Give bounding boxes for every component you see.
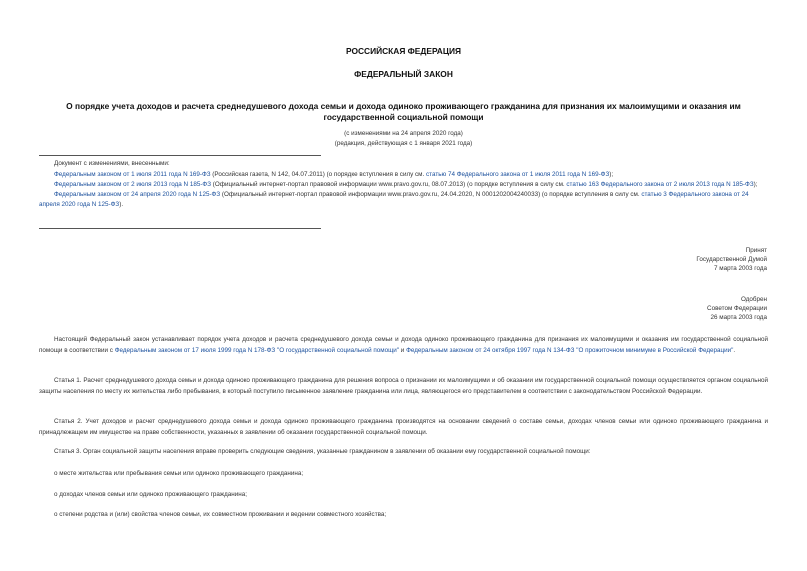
article-3-paragraph: Статья 3. Орган социальной защиты населения вправе проверить следующие сведения, указанные гражданином в заявлении об оказании ему государственной социальной помощи:	[54, 448, 591, 455]
change-tail: );	[753, 181, 758, 188]
change-item	[39, 190, 769, 210]
article-2-paragraph: Статья 2. Учет доходов и расчет среднедушевого дохода семьи и дохода одиноко проживающего гражданина производятся на основании сведений о составе семьи, доходах членов семьи или одиноко проживающего гражданина и принадлежащем им имуществе на праве собственности, указанных в заявлении об оказании государственной социальной помощи.	[39, 418, 768, 436]
preamble-and: и	[399, 346, 407, 354]
change-item	[39, 169, 769, 180]
change-link-article[interactable]: статью 3 Федерального закона от 24 апреля 2020 года N 125-ФЗ	[39, 191, 749, 208]
change-text: (Официальный интернет-портал правовой информации www.pravo.gov.ru, 08.07.2013) (о порядке вступления в силу см.	[211, 181, 567, 188]
change-link[interactable]: Федеральным законом от 24 апреля 2020 года N 125-ФЗ	[54, 191, 221, 198]
change-tail: );	[609, 171, 614, 178]
change-link[interactable]: Федеральным законом от 1 июля 2011 года N 169-ФЗ	[54, 171, 211, 178]
approved-line2: Советом Федерации	[707, 305, 767, 312]
adopted-line2: Государственной Думой	[696, 256, 767, 263]
preamble-end: .	[733, 346, 736, 354]
article-1-paragraph: Статья 1. Расчет среднедушевого дохода семьи и дохода одиноко проживающего гражданина для решения вопроса о признании их малоимущими и об оказании им государственной социальной помощи осуществляется органом социальной защиты населения по месту их жительства либо пребывания, в который поступило письменное заявление гражданина или лица, являющегося его представителем в соответствии с законодательством Российской Федерации.	[39, 377, 768, 395]
law-title	[0, 101, 807, 122]
list-item: о месте жительства или пребывания семьи или одиноко проживающего гражданина;	[54, 470, 304, 477]
adopted-block	[696, 246, 767, 273]
approved-block	[707, 295, 767, 322]
law-title-line2: государственной социальной помощи	[323, 111, 484, 122]
separator-bottom	[39, 228, 321, 229]
change-link-article[interactable]: статью 74 Федерального закона от 1 июля 2011 года N 169-ФЗ	[426, 171, 610, 178]
changes-intro: Документ с изменениями, внесенными:	[54, 160, 170, 167]
approved-line3: 26 марта 2003 года	[710, 314, 767, 321]
change-item	[39, 180, 769, 190]
country-heading: РОССИЙСКАЯ ФЕДЕРАЦИЯ	[345, 46, 462, 56]
change-link[interactable]: Федеральным законом от 2 июля 2013 года N 185-ФЗ	[54, 181, 212, 188]
list-item: о доходах членов семьи или одиноко проживающего гражданина;	[54, 491, 248, 498]
edition-note-2: (редакция, действующая с 1 января 2021 года)	[334, 140, 473, 147]
separator-top	[39, 155, 321, 156]
preamble-text: Настоящий Федеральный закон устанавливает порядок учета доходов и расчета среднедушевого дохода семьи и дохода одиноко проживающего гражданина для признания их малоимущими и оказания им государственной социальной помощи в соответствии с	[39, 336, 768, 354]
adopted-line1: Принят	[745, 247, 767, 254]
changes-block	[39, 158, 769, 210]
preamble-link-178fz[interactable]: Федеральным законом от 17 июля 1999 года N 178-ФЗ "О государственной социальной помощи"	[114, 346, 400, 354]
change-text: (Официальный интернет-портал правовой информации www.pravo.gov.ru, 24.04.2020, N 0001202004240033) (о порядке вступления в силу см.	[220, 191, 642, 198]
approved-line1: Одобрен	[740, 296, 767, 303]
change-link-article[interactable]: статью 163 Федерального закона от 2 июля 2013 года N 185-ФЗ	[566, 181, 754, 188]
preamble-link-134fz[interactable]: Федеральным законом от 24 октября 1997 года N 134-ФЗ "О прожиточном минимуме в Российской Федерации"	[406, 346, 734, 354]
preamble-paragraph	[39, 335, 768, 356]
change-text: (Российская газета, N 142, 04.07.2011) (о порядке вступления в силу см.	[210, 171, 427, 178]
law-title-line1: О порядке учета доходов и расчета среднедушевого дохода семьи и дохода одиноко проживающего гражданина для признания их малоимущими и оказания им	[66, 101, 741, 111]
adopted-line3: 7 марта 2003 года	[714, 265, 767, 272]
doc-type-heading: ФЕДЕРАЛЬНЫЙ ЗАКОН	[354, 69, 453, 79]
list-item: о степени родства и (или) свойства членов семьи, их совместном проживании и ведении совместного хозяйства;	[54, 511, 387, 518]
edition-note-1: (с изменениями на 24 апреля 2020 года)	[344, 130, 463, 137]
change-tail: ).	[119, 201, 124, 208]
